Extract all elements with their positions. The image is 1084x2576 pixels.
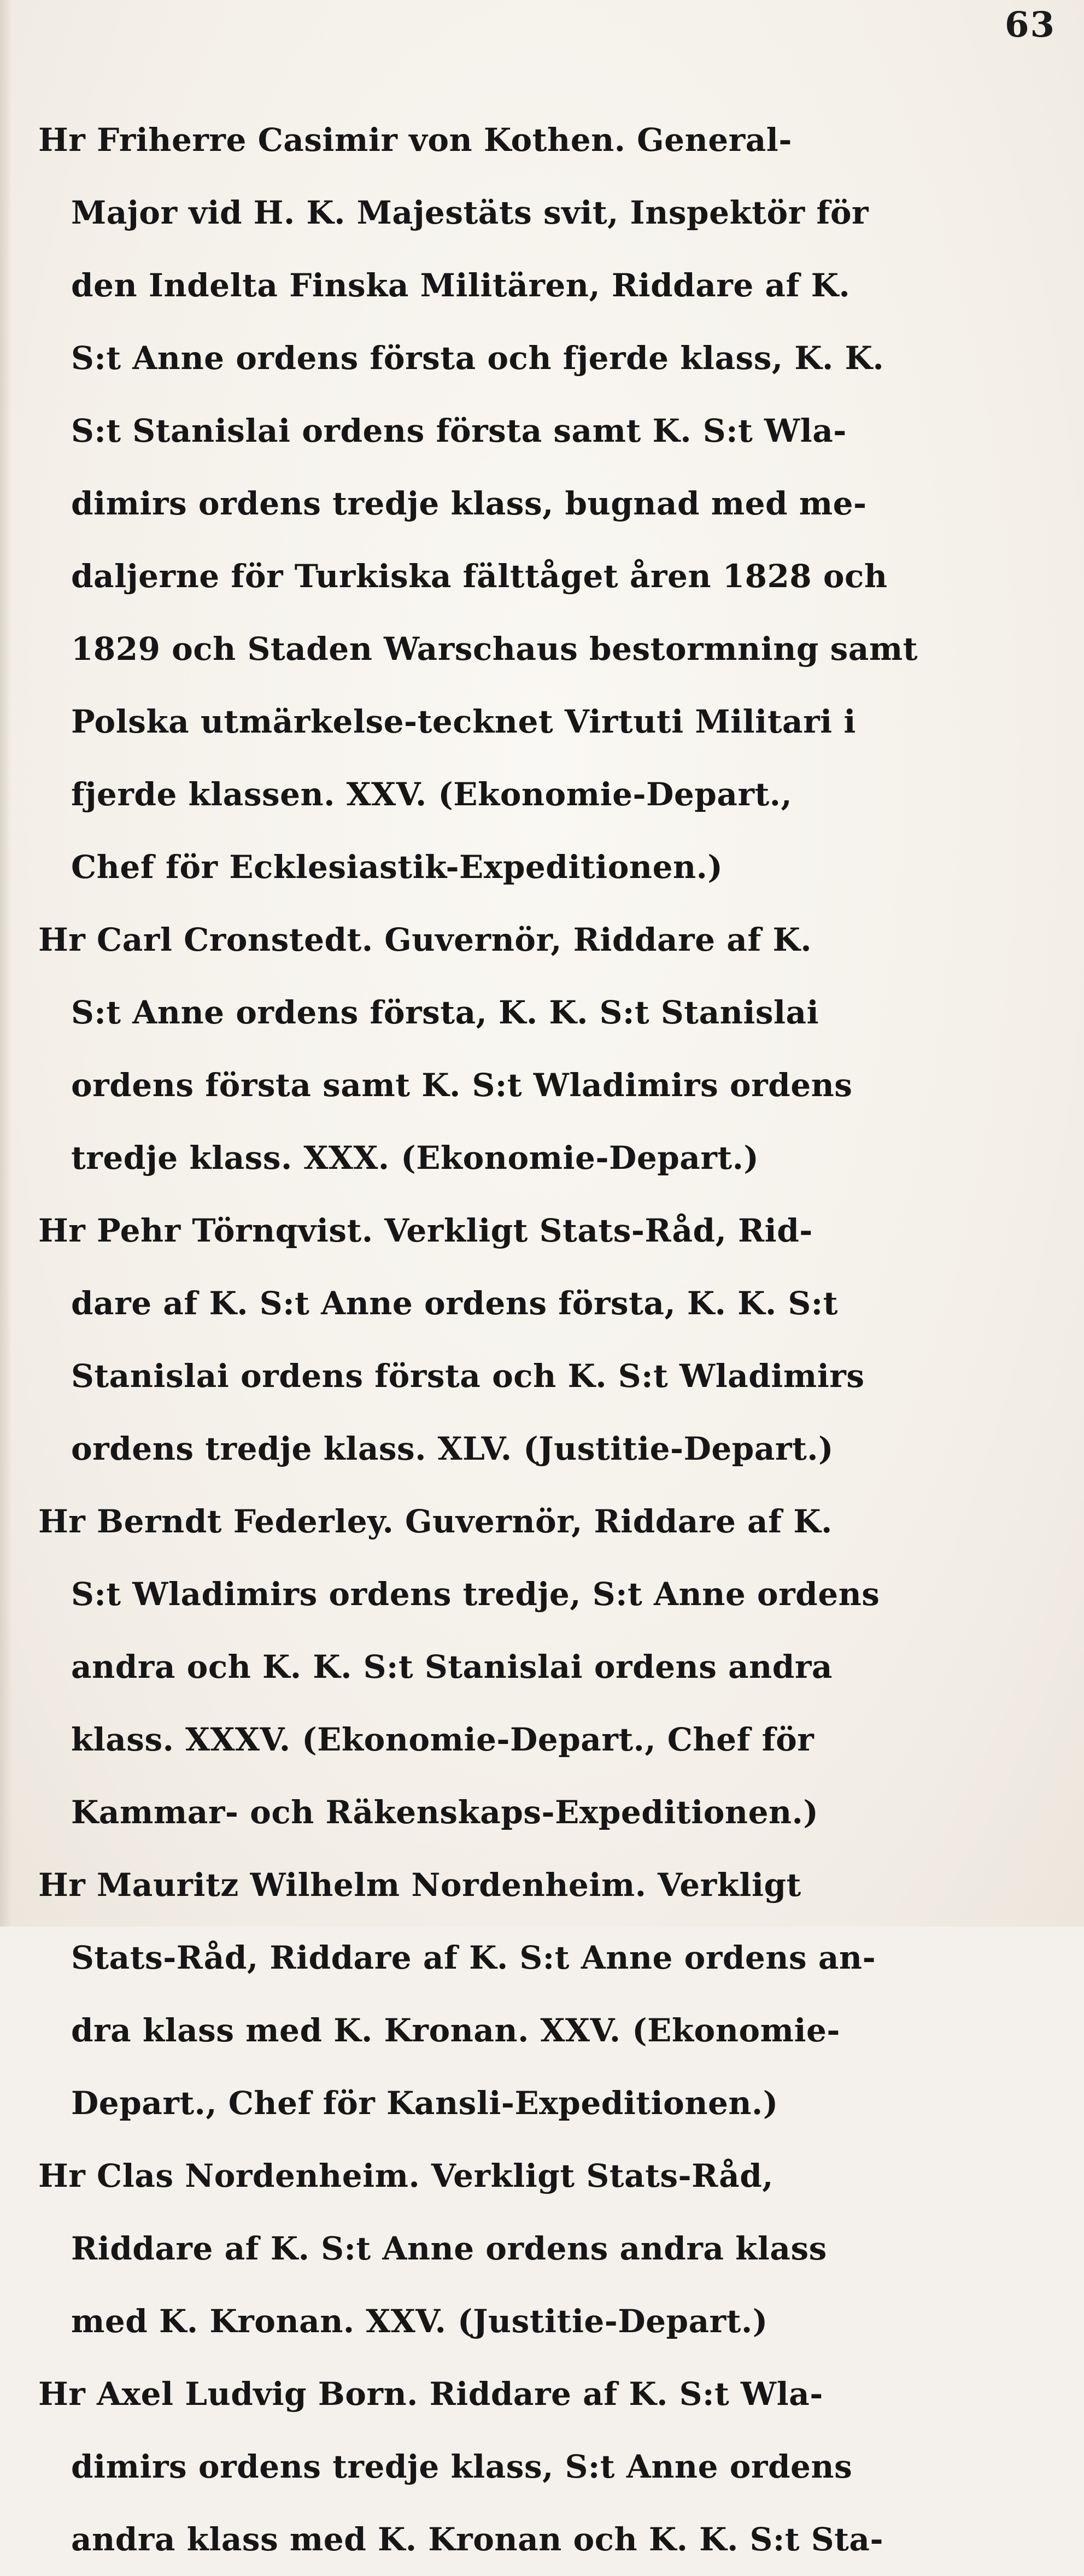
entry-first-line: Hr Mauritz Wilhelm Nordenheim. Verkligt [38,1866,801,1904]
entry-first-line: Hr Clas Nordenheim. Verkligt Stats-Råd, [38,2157,774,2194]
entry-text-line: S:t Anne ordens första och fjerde klass, K. K. [71,339,884,377]
page-gutter-shadow [0,0,12,1927]
entry-text-line: Major vid H. K. Majestäts svit, Inspektör för [71,194,869,231]
entry-text-line: Chef för Ecklesiastik-Expeditionen.) [71,848,723,886]
register-entry [38,1485,1039,1849]
entry-text-line: Kammar- och Räkenskaps-Expeditionen.) [71,1794,819,1831]
entry-text-line: S:t Stanislai ordens första samt K. S:t Wla- [71,412,847,449]
entry-text-line: dare af K. S:t Anne ordens första, K. K. S:t [71,1285,839,1322]
entry-text-line: Stanislai ordens första och K. S:t Wladimirs [71,1357,865,1395]
register-entry [38,104,1039,904]
entry-text-line: Depart., Chef för Kansli-Expeditionen.) [71,2085,778,2122]
entry-first-line: Hr Friherre Casimir von Kothen. General- [38,121,792,159]
entry-text-line: ordens tredje klass. XLV. (Justitie-Depart.) [71,1430,834,1467]
entry-text-line: dimirs ordens tredje klass, bugnad med me- [71,485,867,522]
entry-text-line: ordens första samt K. S:t Wladimirs ordens [71,1067,853,1104]
entry-text-line: fjerde klassen. XXV. (Ekonomie-Depart., [71,776,793,813]
entry-text-line: andra klass med K. Kronan och K. K. S:t Sta- [71,2521,884,2558]
entry-text-line: tredje klass. XXX. (Ekonomie-Depart.) [71,1139,759,1176]
entry-first-line: Hr Berndt Federley. Guvernör, Riddare af K. [38,1503,833,1540]
entry-first-line: Hr Axel Ludvig Born. Riddare af K. S:t Wla- [38,2375,823,2413]
register-entry [38,2358,1039,2576]
entry-first-line: Hr Carl Cronstedt. Guvernör, Riddare af K. [38,921,812,958]
entry-text-line: klass. XXXV. (Ekonomie-Depart., Chef för [71,1721,815,1758]
entry-text-line: Stats-Råd, Riddare af K. S:t Anne ordens an- [71,1939,876,1976]
register-entry [38,1849,1039,2140]
entry-text-line: dimirs ordens tredje klass, S:t Anne ordens [71,2448,853,2485]
entry-text-line: S:t Wladimirs ordens tredje, S:t Anne ordens [71,1576,880,1613]
entry-text-line: den Indelta Finska Militären, Riddare af K. [71,267,851,304]
page-number: 63 [1004,4,1056,45]
register-entry [38,1195,1039,1485]
entry-text-line: 1829 och Staden Warschaus bestormning samt [71,630,918,668]
register-entry [38,904,1039,1195]
page-body-text [38,104,1039,2576]
entry-text-line: daljerne för Turkiska fälttåget åren 1828 och [71,558,888,595]
register-entry [38,2140,1039,2358]
entry-text-line: S:t Anne ordens första, K. K. S:t Stanislai [71,994,819,1031]
entry-first-line: Hr Pehr Törnqvist. Verkligt Stats-Råd, Rid- [38,1212,813,1249]
entry-text-line: Polska utmärkelse-tecknet Virtuti Militari i [71,703,856,740]
entry-text-line: andra och K. K. S:t Stanislai ordens andra [71,1648,833,1685]
entry-text-line: Riddare af K. S:t Anne ordens andra klass [71,2230,827,2267]
entry-text-line: med K. Kronan. XXV. (Justitie-Depart.) [71,2303,768,2340]
entry-text-line: dra klass med K. Kronan. XXV. (Ekonomie- [71,2012,840,2049]
